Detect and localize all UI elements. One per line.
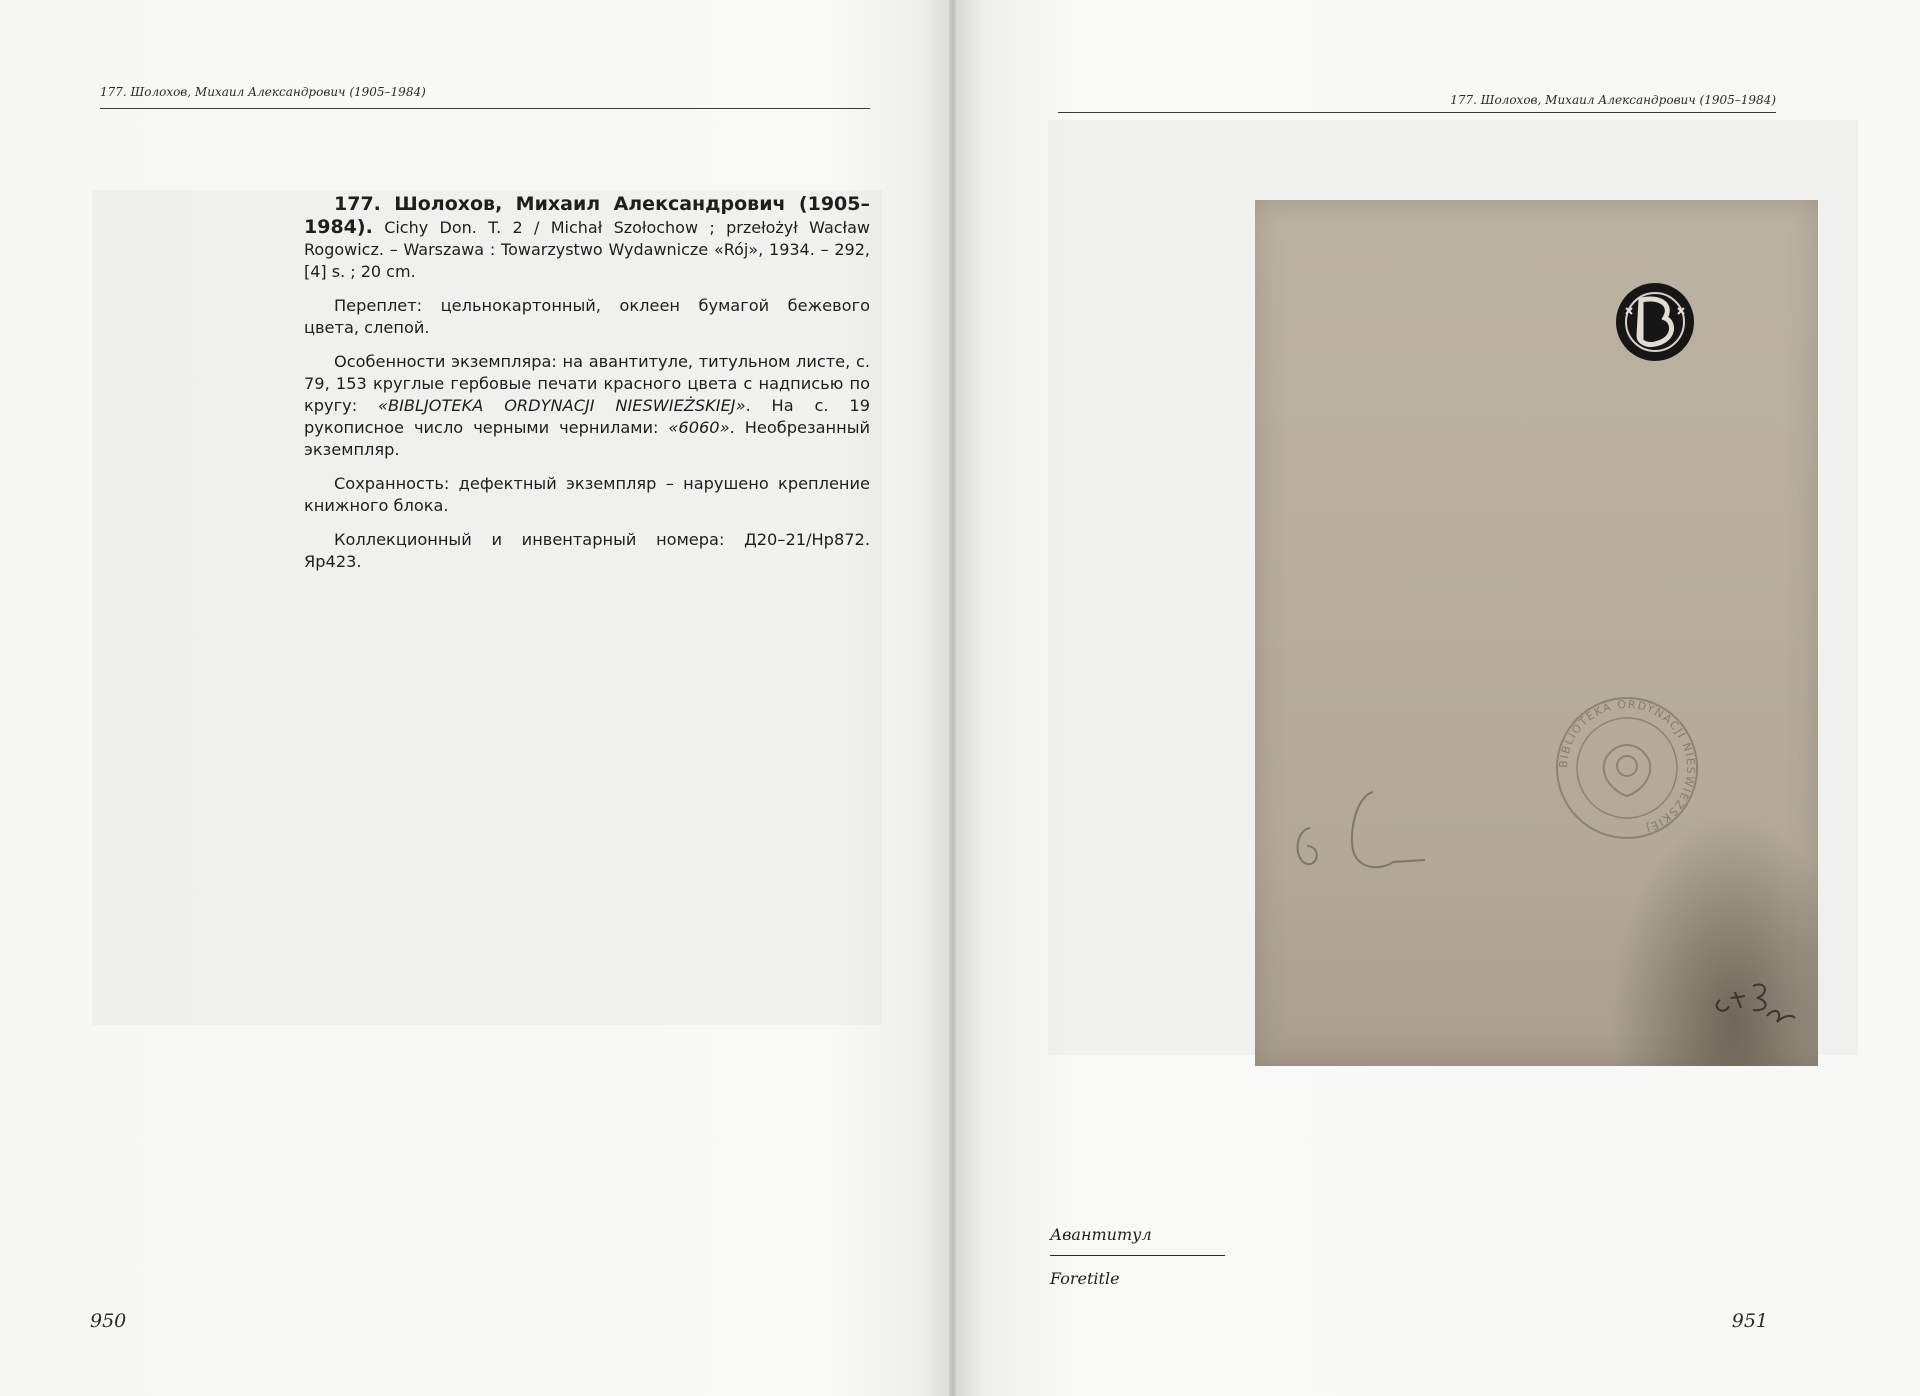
page-number-right: 951 [1731, 1310, 1768, 1332]
entry-heading: 177. Шолохов, Михаил Александрович (1905–1984). [304, 193, 870, 238]
pencil-corner-note-icon [1717, 985, 1795, 1022]
left-page [0, 0, 950, 1396]
handwritten-number: «6060» [668, 418, 730, 437]
stamp-inscription: «BIBLJOTEKA ORDYNACJI NIESWIEŻSKIEJ» [378, 396, 746, 415]
header-rule-left [100, 108, 870, 109]
pencil-inscription-icon [1298, 792, 1425, 867]
entry-numbers: Коллекционный и инвентарный номера: Д20–21/Нр872. Яр423. [304, 530, 870, 571]
entry-features [304, 351, 870, 461]
entry-description [304, 193, 870, 283]
features-text-2: . На с. 19 рукописное число черными чернилами: [304, 396, 870, 437]
header-rule-right [1058, 112, 1776, 113]
entry-bibliographic: Cichy Don. T. 2 / Michał Szołochow ; przełożył Wacław Rogowicz. – Warszawa : Towarzystwo Wydawnicze «Rój», 1934. – 292, [4] s. ; 20 cm. [304, 218, 870, 281]
page-number-left: 950 [90, 1310, 127, 1332]
catalog-entry [304, 193, 870, 585]
caption-english: Foretitle [1050, 1269, 1120, 1288]
running-head-left: 177. Шолохов, Михаил Александрович (1905–1984) [100, 85, 426, 99]
running-head-right: 177. Шолохов, Михаил Александрович (1905–1984) [1450, 93, 1776, 107]
foretitle-photo-art [1255, 200, 1818, 1066]
svg-text:BIBLIOTEKA ORDYNACJI NIESWIEŻS: BIBLIOTEKA ORDYNACJI NIESWIEŻSKIEJ [1556, 697, 1698, 836]
foretitle-photo [1255, 200, 1818, 1066]
entry-binding: Переплет: цельнокартонный, оклеен бумагой бежевого цвета, слепой. [304, 296, 870, 337]
bookplate-monogram-icon [1616, 283, 1694, 361]
features-text: Особенности экземпляра: на авантитуле, титульном листе, с. 79, 153 круглые гербовые печати красного цвета с надписью по кругу: [304, 352, 870, 415]
caption-russian: Авантитул [1050, 1225, 1152, 1244]
caption-rule [1050, 1255, 1225, 1256]
entry-condition: Сохранность: дефектный экземпляр – нарушено крепление книжного блока. [304, 474, 870, 515]
library-stamp-icon [1557, 698, 1697, 838]
features-text-3: . Необрезанный экземпляр. [304, 418, 870, 459]
